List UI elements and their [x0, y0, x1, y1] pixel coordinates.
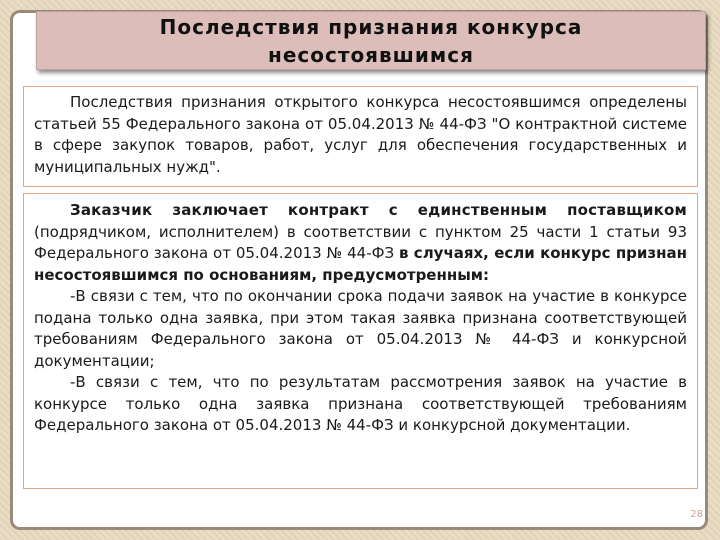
page-number: 28	[690, 509, 703, 520]
lead-tail-bold-text: в случаях, если конкурс признан несостоявшимся по основаниям, предусмотренным:	[34, 244, 687, 284]
condition-item-1: -В связи с тем, что по окончании срока подачи заявок на участие в конкурсе подана только одна заявка, при этом такая заявка признана соответствующей требованиям Федерального закона от 05.04.2013 № 44-ФЗ и конкурсной документации;	[34, 287, 687, 370]
lead-normal-text: (подрядчиком, исполнителем) в соответствии с пунктом 25 части 1 статьи 93 Федерального закона от 05.04.2013 № 44-ФЗ	[34, 222, 687, 262]
intro-text-box	[23, 86, 698, 187]
slide-title: Последствия признания конкурса несостоявшимся	[159, 14, 583, 67]
title-banner	[36, 11, 706, 70]
lead-bold-text: Заказчик заключает контракт с единственным поставщиком	[70, 201, 687, 219]
conditions-lead-paragraph	[34, 200, 687, 286]
condition-item-2: -В связи с тем, что по результатам рассмотрения заявок на участие в конкурсе только одна заявка признана соответствующей требованиям Федерального закона от 05.04.2013 № 44-ФЗ и конкурсной документации.	[34, 373, 687, 434]
conditions-text-box	[23, 193, 698, 489]
intro-paragraph: Последствия признания открытого конкурса несостоявшимся определены статьей 55 Федерального закона от 05.04.2013 № 44-ФЗ "О контрактной системе в сфере закупок товаров, работ, услуг для обеспечения государственных и муниципальных нужд".	[34, 93, 687, 176]
